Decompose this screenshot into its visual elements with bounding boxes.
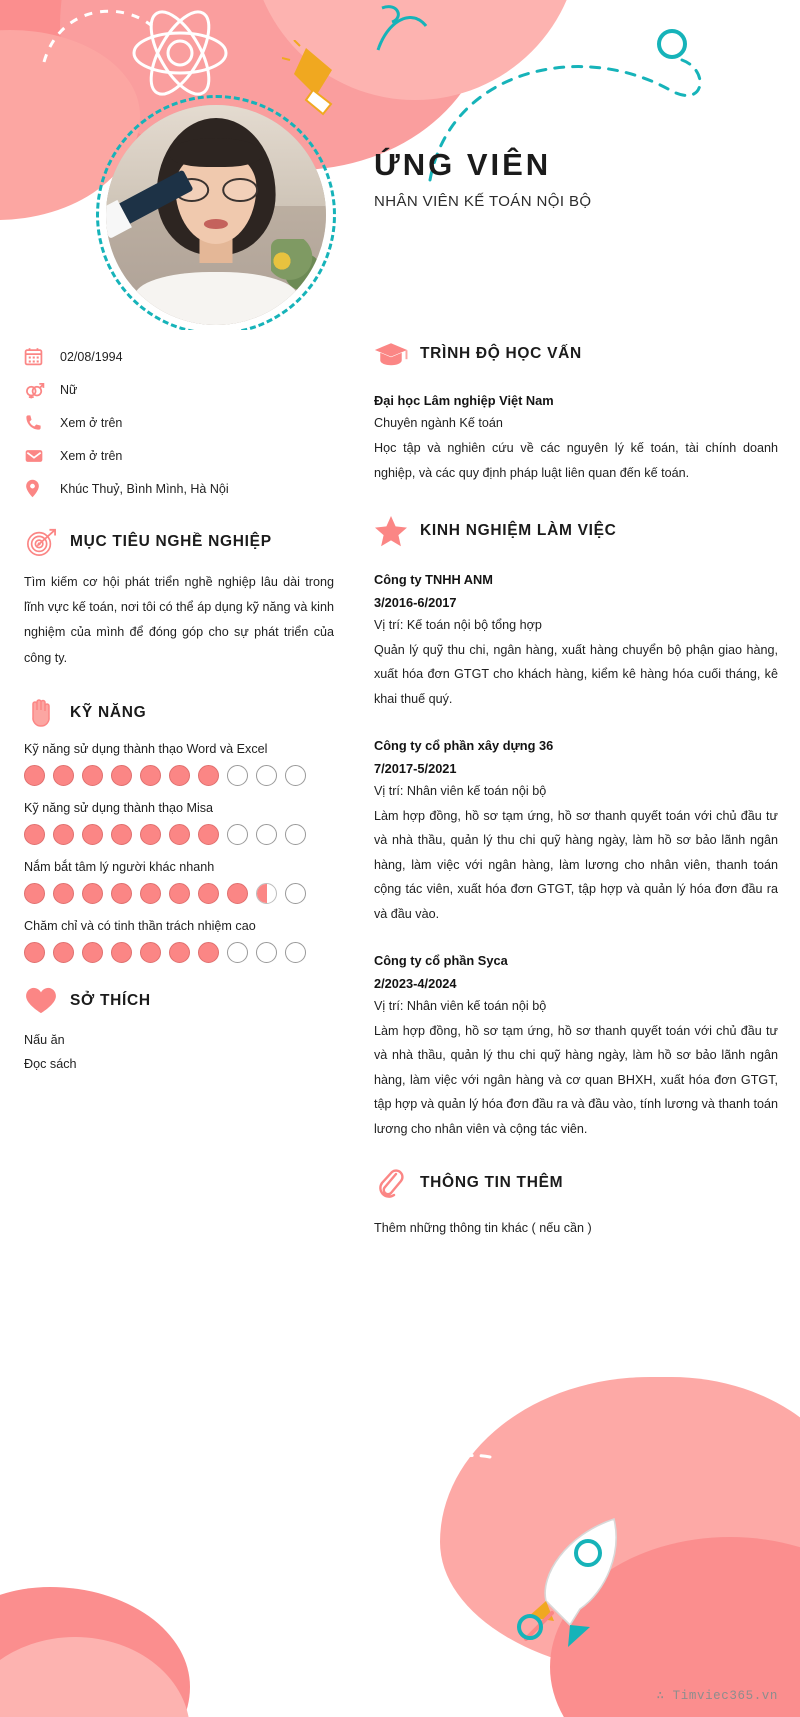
rating-dot[interactable]: [24, 883, 45, 904]
section-additional: [374, 1168, 778, 1241]
education-entry: [374, 390, 778, 485]
rating-dot[interactable]: [227, 883, 248, 904]
skill-item: [24, 919, 334, 963]
contact-item-address: [24, 472, 334, 505]
section-education: [374, 340, 778, 485]
graduation-cap-icon: [374, 340, 408, 368]
section-title: MỤC TIÊU NGHỀ NGHIỆP: [70, 533, 272, 550]
rating-dot[interactable]: [285, 765, 306, 786]
rating-dot[interactable]: [169, 942, 190, 963]
contact-value: Xem ở trên: [60, 448, 123, 463]
education-list: [374, 390, 778, 485]
experience-company: Công ty cổ phần xây dựng 36: [374, 738, 554, 754]
experience-entry: [374, 735, 778, 926]
avatar-photo: [106, 105, 326, 325]
rating-dot[interactable]: [256, 765, 277, 786]
experience-entry: [374, 569, 778, 711]
experience-period: 3/2016-6/2017: [374, 594, 457, 610]
gender-icon: [24, 379, 60, 400]
section-objective: [24, 527, 334, 671]
skill-label: Chăm chỉ và có tinh thần trách nhiệm cao: [24, 918, 256, 933]
skill-rating[interactable]: [24, 883, 334, 904]
rating-dot[interactable]: [82, 942, 103, 963]
rating-dot[interactable]: [140, 942, 161, 963]
section-skills: [24, 697, 334, 963]
circle-outline-icon: [650, 22, 694, 66]
rating-dot[interactable]: [227, 765, 248, 786]
rating-dot[interactable]: [198, 883, 219, 904]
contact-item-email[interactable]: [24, 439, 334, 472]
rating-dot[interactable]: [82, 883, 103, 904]
experience-period: 2/2023-4/2024: [374, 975, 457, 991]
rating-dot[interactable]: [140, 883, 161, 904]
experience-entry: [374, 950, 778, 1141]
skill-label: Kỹ năng sử dụng thành thạo Word và Excel: [24, 741, 268, 756]
rating-dot[interactable]: [24, 765, 45, 786]
name-block: [374, 148, 591, 210]
rating-dot[interactable]: [24, 942, 45, 963]
rating-dot[interactable]: [53, 942, 74, 963]
contact-item-birthdate: [24, 340, 334, 373]
additional-text: Thêm những thông tin khác ( nếu cần ): [374, 1220, 592, 1235]
experience-period: 7/2017-5/2021: [374, 760, 457, 776]
contact-value: Xem ở trên: [60, 415, 123, 430]
rating-dot[interactable]: [227, 824, 248, 845]
rating-dot[interactable]: [82, 824, 103, 845]
experience-description: Làm hợp đồng, hồ sơ tạm ứng, hồ sơ thanh quyết toán với chủ đầu tư và nhà thầu, quản lý thu chi quỹ hàng ngày, làm hồ sơ bảo lãnh ngân hàng, làm việc với ngân hàng và cơ quan BHXH, xuất hóa đơn GTGT, tập hợp và quản lý hóa đơn đầu ra và đầu vào, tính lương và thanh toán lương cho nhân viên và cộng tác viên.: [374, 1023, 778, 1137]
education-major: Chuyên ngành Kế toán: [374, 416, 503, 431]
education-school: Đại học Lâm nghiệp Việt Nam: [374, 393, 554, 408]
rating-dot[interactable]: [198, 765, 219, 786]
section-experience: [374, 515, 778, 1141]
main-column: [374, 340, 778, 1241]
star-icon: [374, 515, 408, 547]
hobbies-list: [24, 1028, 334, 1077]
rating-dot[interactable]: [198, 942, 219, 963]
experience-position: Vị trí: Nhân viên kế toán nội bộ: [374, 784, 547, 798]
rating-dot[interactable]: [53, 765, 74, 786]
rating-dot[interactable]: [285, 824, 306, 845]
skill-label: Kỹ năng sử dụng thành thạo Misa: [24, 800, 214, 815]
watermark: ∴ Timviec365.vn: [656, 1689, 778, 1703]
experience-list: [374, 569, 778, 1141]
experience-description: Quản lý quỹ thu chi, ngân hàng, xuất hàng chuyển bộ phận giao hàng, xuất hóa đơn GTGT cho khách hàng, kiểm kê hàng hóa cuối tháng, kê khai thuế quý.: [374, 642, 778, 706]
rating-dot[interactable]: [256, 883, 277, 904]
rating-dot[interactable]: [169, 824, 190, 845]
skill-rating[interactable]: [24, 765, 334, 786]
experience-position: Vị trí: Kế toán nội bộ tổng hợp: [374, 617, 542, 632]
experience-description: Làm hợp đồng, hồ sơ tạm ứng, hồ sơ thanh quyết toán với chủ đầu tư và nhà thầu, quản lý thu chi quỹ hàng ngày, làm hồ sơ bảo lãnh ngân hàng, làm việc với ngân hàng, làm lương cho nhân viên, thanh toán cộng tác viên, xuất hóa đơn GTGT, tập hợp và quản lý hóa đơn đầu ra và đầu vào.: [374, 808, 778, 921]
section-title: KINH NGHIỆM LÀM VIỆC: [420, 522, 617, 540]
rating-dot[interactable]: [198, 824, 219, 845]
calendar-icon: [24, 347, 60, 366]
rating-dot[interactable]: [82, 765, 103, 786]
rating-dot[interactable]: [169, 883, 190, 904]
sidebar-column: [24, 340, 334, 1077]
objective-text: Tìm kiếm cơ hội phát triển nghề nghiệp lâu dài trong lĩnh vực kế toán, nơi tôi có thể áp dụng kỹ năng và kinh nghiệm của mình để đóng góp cho sự phát triển của công ty.: [24, 575, 334, 665]
contact-value: Khúc Thuỷ, Bình Mình, Hà Nội: [60, 481, 229, 496]
rating-dot[interactable]: [53, 883, 74, 904]
decorative-bar: [610, 1657, 800, 1671]
skill-item: [24, 801, 334, 845]
job-title: NHÂN VIÊN KẾ TOÁN NỘI BỘ: [374, 193, 592, 211]
education-description: Học tập và nghiên cứu về các nguyên lý kế toán, tài chính doanh nghiệp, và các quy định pháp luật liên quan đến kế toán.: [374, 441, 778, 480]
section-title: KỸ NĂNG: [70, 703, 147, 721]
contact-value: 02/08/1994: [60, 349, 123, 364]
experience-company: Công ty TNHH ANM: [374, 572, 493, 588]
section-hobbies: [24, 987, 334, 1077]
rating-dot[interactable]: [111, 824, 132, 845]
page-title: ỨNG VIÊN: [374, 147, 552, 182]
hobby-item: Nấu ăn: [24, 1032, 65, 1047]
contact-value: Nữ: [60, 382, 78, 397]
hobby-item: Đọc sách: [24, 1057, 77, 1072]
section-title: TRÌNH ĐỘ HỌC VẤN: [420, 345, 582, 362]
footer-decoration: [0, 1337, 800, 1717]
rating-dot[interactable]: [256, 942, 277, 963]
heart-icon: [24, 987, 58, 1015]
section-title: SỞ THÍCH: [70, 991, 151, 1009]
rating-dot[interactable]: [111, 883, 132, 904]
experience-company: Công ty cổ phần Syca: [374, 953, 508, 969]
contact-item-phone[interactable]: [24, 406, 334, 439]
hand-icon: [24, 697, 58, 729]
skill-label: Nắm bắt tâm lý người khác nhanh: [24, 859, 215, 874]
skill-item: [24, 742, 334, 786]
rating-dot[interactable]: [140, 824, 161, 845]
rating-dot[interactable]: [140, 765, 161, 786]
avatar: [96, 95, 336, 330]
rating-dot[interactable]: [111, 765, 132, 786]
skill-rating[interactable]: [24, 942, 334, 963]
rating-dot[interactable]: [111, 942, 132, 963]
skill-item: [24, 860, 334, 904]
experience-position: Vị trí: Nhân viên kế toán nội bộ: [374, 999, 547, 1014]
rating-dot[interactable]: [24, 824, 45, 845]
rating-dot[interactable]: [256, 824, 277, 845]
contact-item-gender: [24, 373, 334, 406]
contact-list: [24, 340, 334, 505]
envelope-icon: [24, 446, 60, 466]
rating-dot[interactable]: [285, 883, 306, 904]
location-pin-icon: [24, 479, 60, 498]
target-icon: [24, 527, 58, 557]
section-title: THÔNG TIN THÊM: [420, 1173, 564, 1191]
rating-dot[interactable]: [169, 765, 190, 786]
rating-dot[interactable]: [227, 942, 248, 963]
skills-list: [24, 742, 334, 963]
skill-rating[interactable]: [24, 824, 334, 845]
rating-dot[interactable]: [285, 942, 306, 963]
paperclip-icon: [374, 1168, 408, 1198]
phone-icon: [24, 413, 60, 432]
rating-dot[interactable]: [53, 824, 74, 845]
